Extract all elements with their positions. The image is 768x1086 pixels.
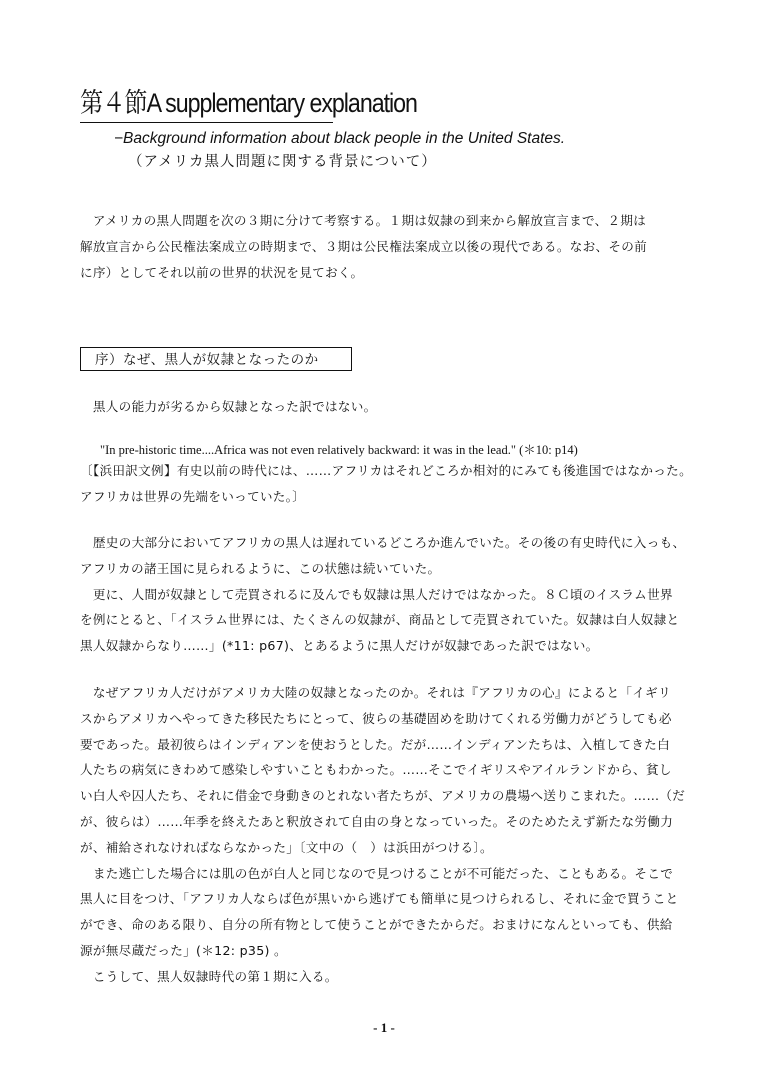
quote-translation (80, 458, 692, 510)
text-line: また逃亡した場合には肌の色が白人と同じなので見つけることが不可能だった、こともある。そこで (80, 865, 674, 881)
text-line: を例にとると、「イスラム世界には、たくさんの奴隷が、商品として売買されていた。奴隷は白人奴隷と (80, 612, 680, 628)
text-line: アフリカの諸王国に見られるように、この状態は続いていた。 (80, 560, 441, 576)
text-line: 人たちの病気にきわめて感染しやすいこともわかった。……そこでイギリスやアイルランドから、貧し (80, 762, 672, 778)
subtitle-english: −Background information about black people in the United States. (114, 130, 566, 147)
history-paragraph (80, 530, 692, 659)
text-line: アフリカは世界の先端をいっていた。〕 (80, 488, 306, 504)
text-line: ができ、命のある限り、自分の所有物として使うことができたからだ。おまけになんといっても、供給 (80, 917, 673, 933)
section-heading-box: 序）なぜ、黒人が奴隷となったのか (80, 347, 352, 371)
text-line: 黒人の能力が劣るから奴隷となった訳ではない。 (80, 399, 377, 414)
text-line: 〔【浜田訳文例】有史以前の時代には、……アフリカはそれどころか相対的にみても後進国ではなかった。 (80, 463, 692, 478)
text-line: に序）としてそれ以前の世界的状況を見ておく。 (80, 264, 364, 280)
text-line: 源が無尽蔵だった」(＊12: p35) 。 (80, 942, 287, 958)
english-quote: "In pre-historic time....Africa was not even relatively backward: it was in the lead." (＊10: p14) (100, 443, 578, 457)
title-underline (80, 122, 333, 123)
text-line: スからアメリカへやってきた移民たちにとって、彼らの基礎固めを助けてくれる労働力がどうしても必 (80, 710, 672, 726)
text-line: 解放宣言から公民権法案成立の時期まで、３期は公民権法案成立以後の現代である。なお、その前 (80, 238, 648, 254)
text-line: なぜアフリカ人だけがアメリカ大陸の奴隷となったのか。それは『アフリカの心』によると「イギリ (80, 685, 671, 700)
text-line: が、彼らは）……年季を終えたあと釈放されて自由の身となっていった。そのためたえず新たな労働力 (80, 813, 674, 829)
section-lead-paragraph (80, 394, 692, 420)
text-line: 黒人に目をつけ、「アフリカ人ならば色が黒いから逃げても簡単に見つけられるし、それに金で買うこと (80, 891, 679, 907)
text-line: こうして、黒人奴隷時代の第１期に入る。 (80, 968, 338, 984)
why-paragraph (80, 680, 692, 990)
text-line: い白人や囚人たち、それに借金で身動きのとれない者たちが、アメリカの農場へ送りこまれた。……（だ (80, 788, 686, 804)
text-line: 更に、人間が奴隷として売買されるに及んでも奴隷は黒人だけではなかった。８Ｃ頃のイスラム世界 (80, 586, 673, 602)
text-line: 要であった。最初彼らはインディアンを使おうとした。だが……インディアンたちは、入植してきた白 (80, 736, 670, 752)
text-line: 歴史の大部分においてアフリカの黒人は遅れているどころか進んでいた。その後の有史時代に入っも、 (80, 535, 686, 550)
intro-paragraph (80, 208, 692, 285)
text-line: 黒人奴隷からなり……」(*11: p67)、とあるように黒人だけが奴隷であった訳ではない。 (80, 638, 599, 654)
page-number: - 1 - (373, 1020, 395, 1035)
text-line: アメリカの黒人問題を次の３期に分けて考察する。１期は奴隷の到来から解放宣言まで、２期は (80, 213, 647, 228)
section-title: 第４節A supplementary explanation (80, 88, 417, 118)
subtitle-japanese: （アメリカ黒人問題に関する背景について） (128, 154, 437, 170)
text-line: が、補給されなければならなかった」〔文中の（ ）は浜田がつける〕。 (80, 839, 493, 855)
